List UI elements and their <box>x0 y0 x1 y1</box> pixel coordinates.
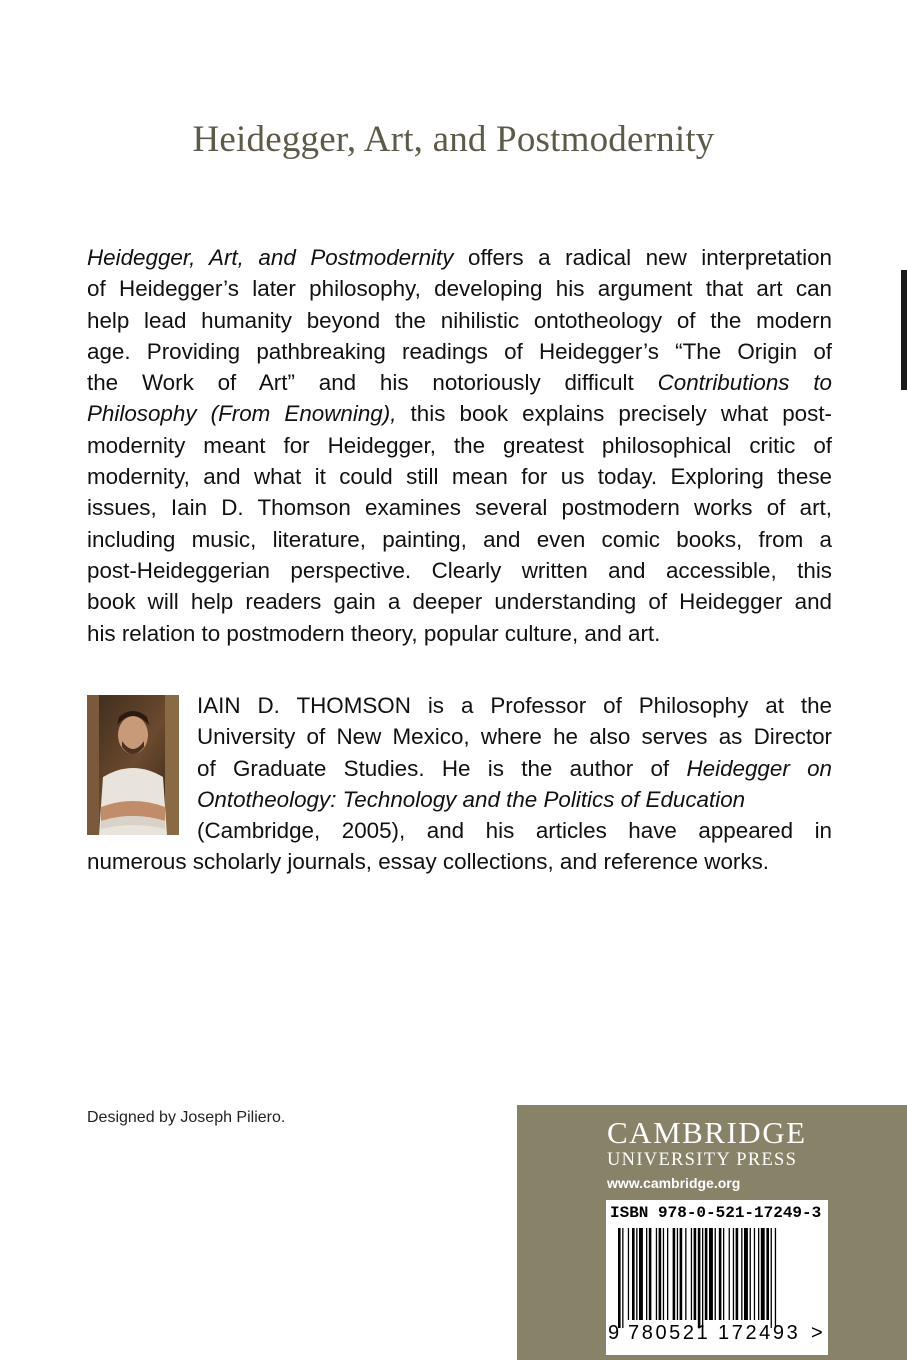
publisher-website: www.cambridge.org <box>607 1175 741 1191</box>
description-line <box>87 492 832 523</box>
bio-line <box>87 721 832 752</box>
description-line <box>87 305 832 336</box>
barcode-bar <box>744 1228 748 1320</box>
barcode-digit-group-left: 780521 <box>628 1322 711 1344</box>
italic-text: Heidegger, Art, and Postmodernity <box>87 245 454 270</box>
description-line <box>87 242 832 273</box>
barcode-bar <box>723 1228 724 1320</box>
text-run: IAIN D. THOMSON is a Professor of Philosophy at the <box>197 693 832 718</box>
text-run: including music, literature, painting, and even comic books, from a <box>87 526 832 552</box>
description-line <box>87 524 832 555</box>
barcode-bar <box>649 1228 652 1320</box>
publisher-subtitle: UNIVERSITY PRESS <box>607 1150 798 1170</box>
barcode-bar <box>715 1228 716 1320</box>
text-run: of Heidegger’s later philosophy, developing his argument that art can <box>87 276 832 302</box>
description-line <box>87 555 832 586</box>
description-line <box>87 430 832 461</box>
barcode-bar <box>636 1228 637 1320</box>
description-line <box>87 336 832 367</box>
description-line <box>87 586 832 617</box>
text-run: University of New Mexico, where he also serves as Director <box>197 724 832 750</box>
barcode-bar <box>659 1228 662 1320</box>
barcode-bar <box>775 1228 776 1328</box>
book-title: Heidegger, Art, and Postmodernity <box>192 119 715 160</box>
author-bio <box>87 690 832 878</box>
barcode-digit-arrow: > <box>811 1322 823 1344</box>
description-line <box>87 398 832 429</box>
barcode-box <box>606 1200 828 1355</box>
text-run: offers a radical new interpretation <box>453 245 832 270</box>
bio-line <box>87 815 832 846</box>
barcode-bar <box>628 1228 629 1320</box>
barcode-bar <box>705 1228 708 1320</box>
isbn-label: ISBN 978-0-521-17249-3 <box>610 1204 822 1222</box>
barcode-bar <box>709 1228 713 1320</box>
italic-text: Contributions to <box>657 370 832 396</box>
barcode-bar <box>754 1228 755 1320</box>
description-line <box>87 273 832 304</box>
text-run: numerous scholarly journals, essay collections, and reference works. <box>87 849 769 875</box>
text-run: (Cambridge, 2005), and his articles have appeared in <box>197 818 832 844</box>
text-run: age. Providing pathbreaking readings of Heidegger’s “The Origin of <box>87 338 832 364</box>
barcode-bar <box>694 1228 697 1320</box>
text-run: the Work of Art” and his notoriously difficult <box>87 370 658 396</box>
barcode-bar <box>729 1228 730 1320</box>
barcode-bar <box>758 1228 759 1320</box>
barcode-bar <box>685 1228 686 1320</box>
publisher-panel <box>517 1105 907 1360</box>
spine-edge-mark <box>901 270 907 390</box>
italic-text: Heidegger on <box>686 755 832 781</box>
description-line <box>87 618 832 649</box>
description-line <box>87 367 832 398</box>
barcode-bar <box>702 1228 703 1328</box>
italic-text: Philosophy (From Enowning), <box>87 401 397 427</box>
text-run: modernity meant for Heidegger, the greatest philosophical critic of <box>87 432 832 458</box>
designer-credit: Designed by Joseph Piliero. <box>87 1109 286 1126</box>
barcode-bar <box>618 1228 621 1328</box>
barcode-bar <box>698 1228 701 1328</box>
barcode-bar <box>656 1228 657 1320</box>
text-run: help lead humanity beyond the nihilistic ontotheology of the modern <box>87 307 832 333</box>
text-run: this book explains precisely what post- <box>396 401 832 427</box>
barcode-bar <box>663 1228 664 1320</box>
barcode-bar <box>632 1228 635 1320</box>
barcode-bar <box>680 1228 683 1320</box>
barcode-bar <box>733 1228 734 1320</box>
barcode-bar <box>736 1228 739 1320</box>
barcode-bar <box>766 1228 769 1320</box>
bio-line <box>87 690 832 721</box>
barcode-bar <box>741 1228 742 1320</box>
barcode-bar <box>673 1228 676 1320</box>
publisher-name: CAMBRIDGE <box>607 1115 807 1150</box>
barcode-bar <box>771 1228 772 1328</box>
barcode-bar <box>639 1228 643 1320</box>
barcode-bar <box>750 1228 751 1320</box>
text-run: modernity, and what it could still mean for us today. Exploring these <box>87 464 832 490</box>
text-run: book will help readers gain a deeper understanding of Heidegger and <box>87 589 832 615</box>
barcode-digit-lead: 9 <box>608 1322 620 1344</box>
barcode-bar <box>691 1228 692 1320</box>
text-run: post-Heideggerian perspective. Clearly written and accessible, this <box>87 557 832 583</box>
bio-line <box>87 846 832 877</box>
barcode-bar <box>677 1228 678 1320</box>
text-run: his relation to postmodern theory, popular culture, and art. <box>87 620 661 646</box>
text-run: issues, Iain D. Thomson examines several postmodern works of art, <box>87 495 832 521</box>
barcode-bar <box>761 1228 765 1320</box>
barcode-bar <box>622 1228 623 1328</box>
bio-line <box>87 784 832 815</box>
barcode-bar <box>667 1228 668 1320</box>
italic-text: Ontotheology: Technology and the Politics of Education <box>197 786 746 812</box>
book-description <box>87 242 832 649</box>
text-run: of Graduate Studies. He is the author of <box>197 755 687 781</box>
barcode-digit-group-right: 172493 <box>718 1322 801 1344</box>
bio-line <box>87 753 832 784</box>
barcode-bar <box>719 1228 722 1320</box>
barcode-bar <box>646 1228 647 1320</box>
description-line <box>87 461 832 492</box>
